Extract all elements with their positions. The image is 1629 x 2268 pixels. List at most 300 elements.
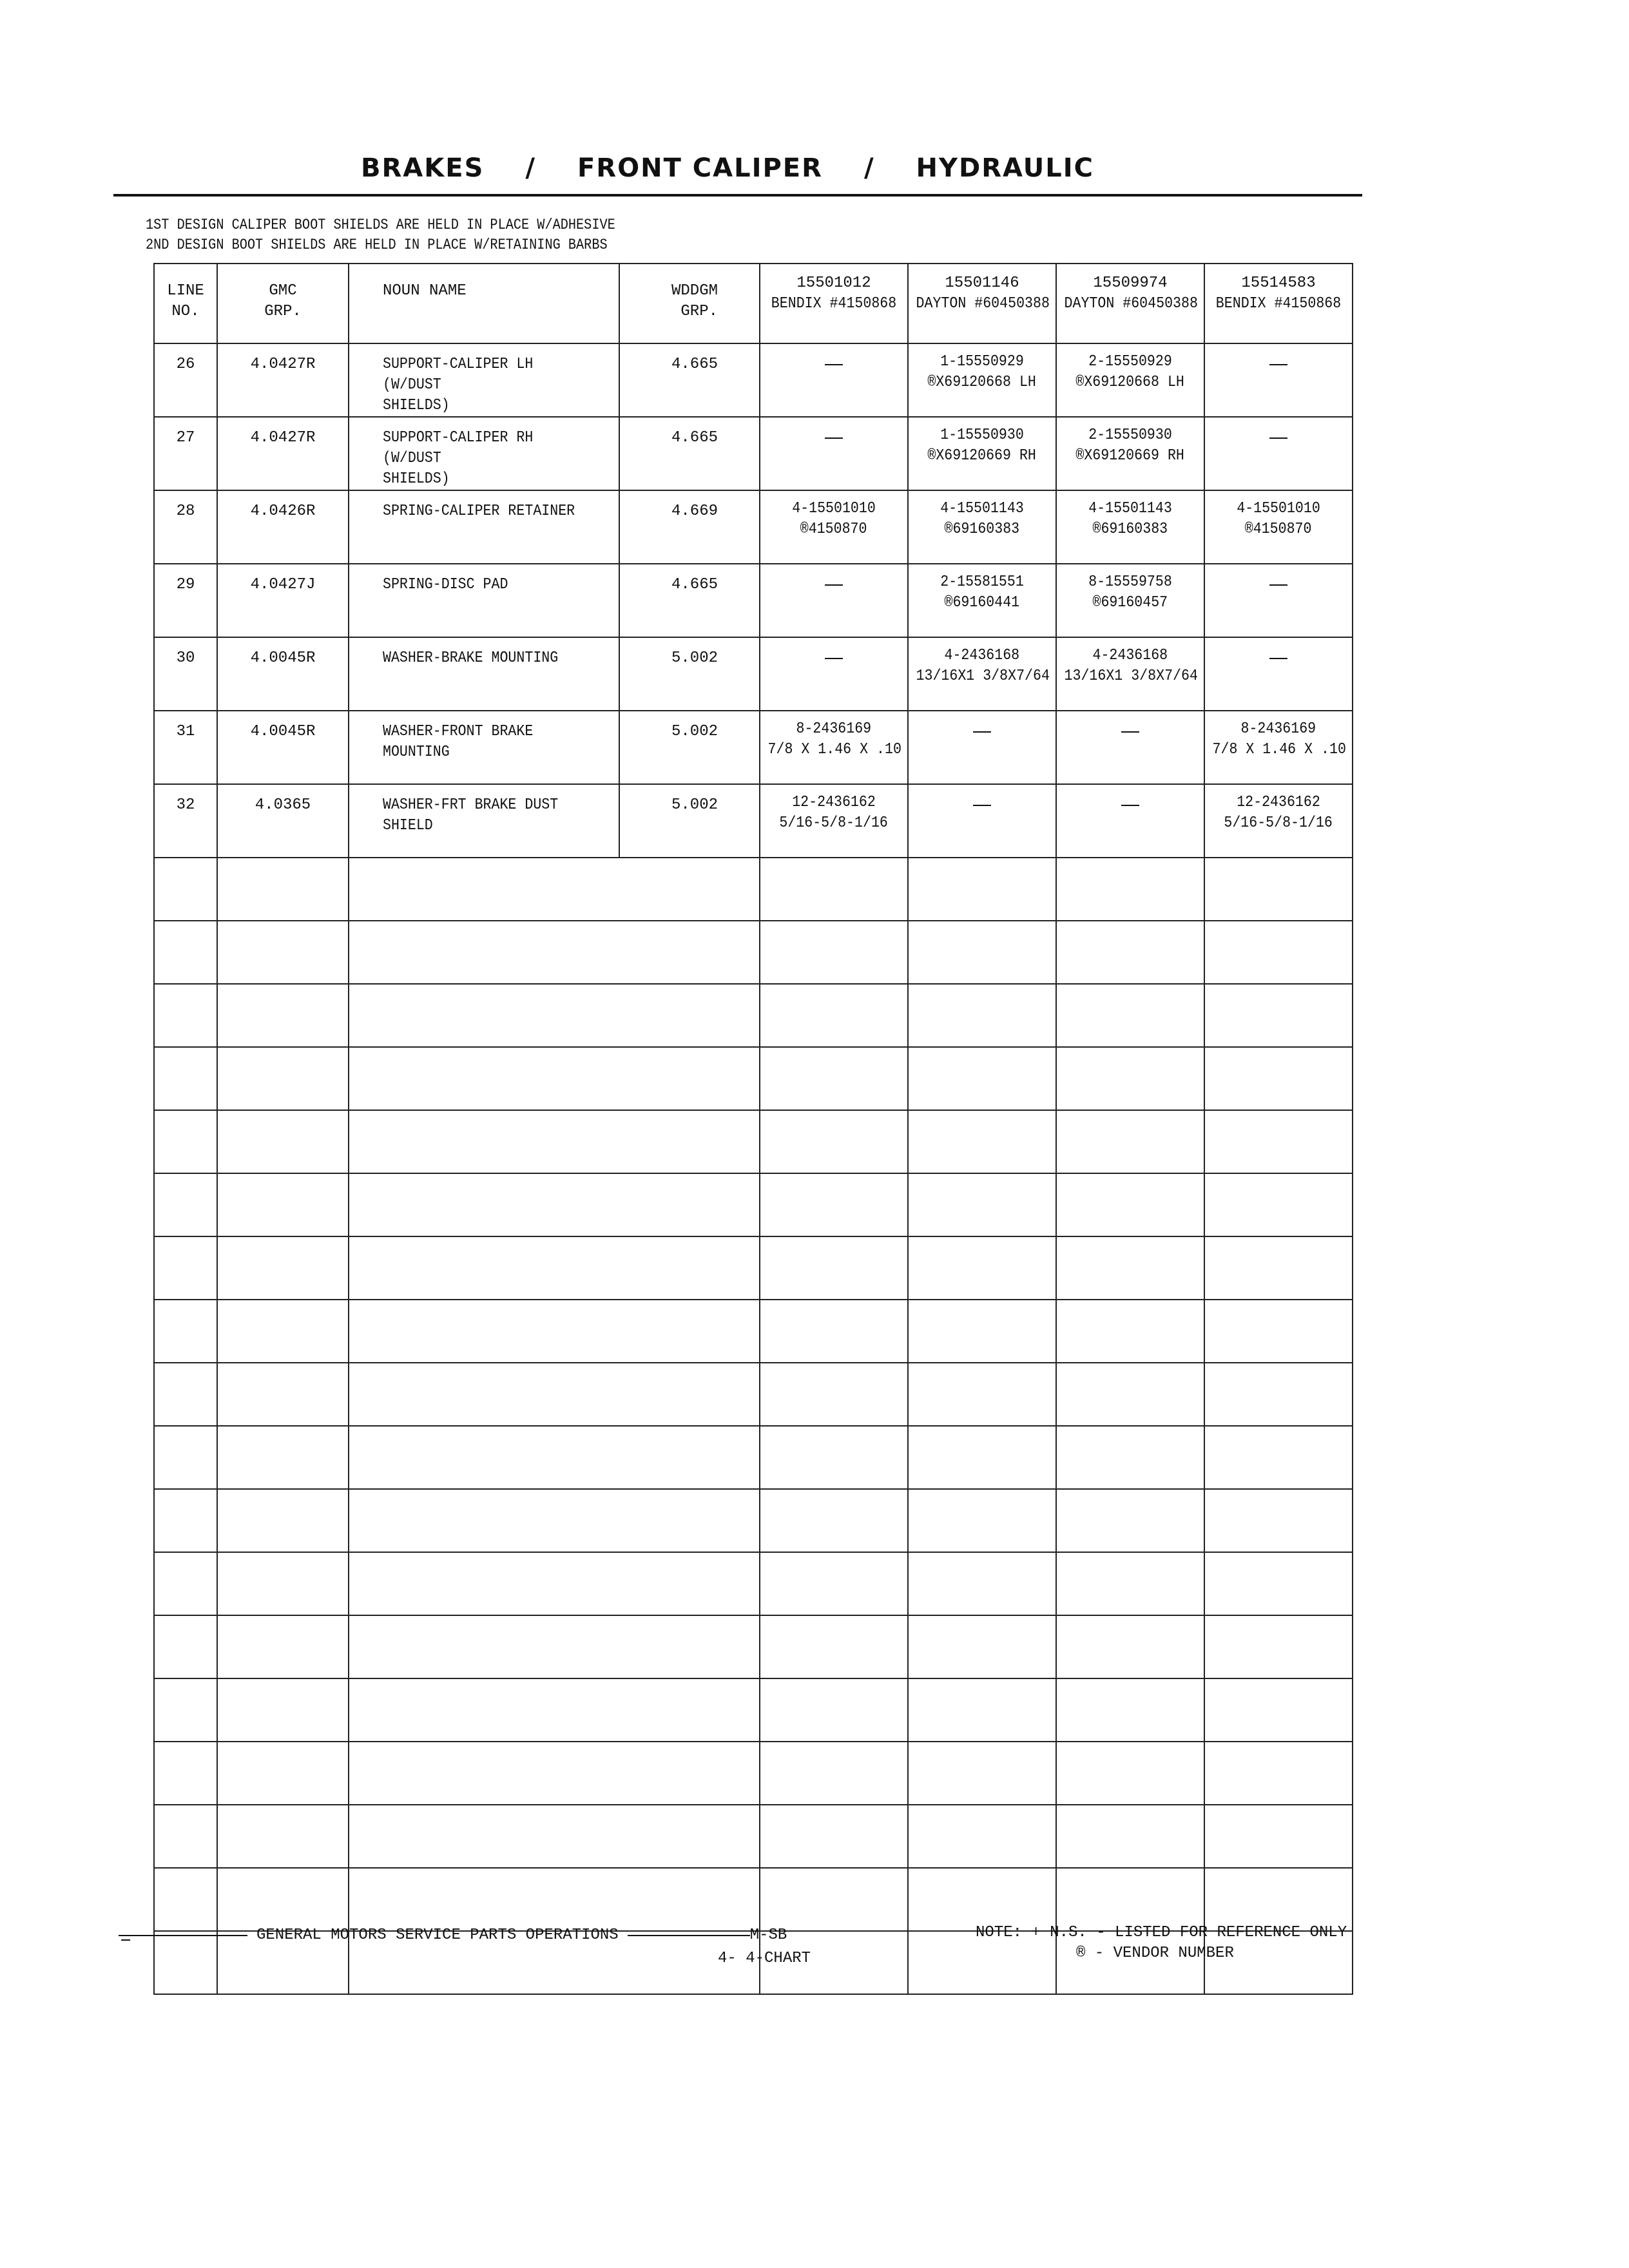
part-column-2-cell-text: ®69160441 bbox=[944, 594, 1020, 611]
wddgm-group-cell-text: 4.669 bbox=[671, 503, 718, 520]
empty-cell bbox=[619, 1615, 760, 1678]
header-part-15514583 bbox=[1204, 264, 1353, 343]
empty-table-row bbox=[154, 1110, 1353, 1173]
empty-cell bbox=[760, 1868, 908, 1931]
title-separator: / bbox=[525, 153, 536, 183]
empty-cell bbox=[154, 1047, 217, 1110]
part-column-3-cell bbox=[1056, 711, 1204, 784]
empty-cell bbox=[1056, 1805, 1204, 1868]
empty-cell bbox=[1204, 1300, 1353, 1363]
part-column-4-cell bbox=[1204, 417, 1353, 490]
empty-cell bbox=[760, 921, 908, 984]
gmc-group-cell bbox=[217, 784, 349, 858]
empty-cell bbox=[908, 1173, 1056, 1236]
empty-table-row bbox=[154, 1868, 1353, 1931]
title-underline bbox=[113, 194, 1362, 197]
header-gmc-grp bbox=[217, 264, 349, 343]
header-wddgm-grp bbox=[619, 264, 760, 343]
noun-name-cell-text: SHIELDS) bbox=[383, 397, 450, 414]
empty-cell bbox=[619, 1678, 760, 1742]
empty-cell bbox=[217, 1236, 349, 1300]
noun-name-cell-text: WASHER-FRT BRAKE DUST SHIELD bbox=[383, 796, 559, 834]
table-row bbox=[154, 417, 1353, 490]
gmc-group-cell bbox=[217, 637, 349, 711]
header-grp-label: GRP. bbox=[264, 303, 302, 320]
empty-cell bbox=[349, 1173, 619, 1236]
gmc-group-cell-text: 4.0426R bbox=[250, 503, 316, 520]
header-part-number: 15501146 bbox=[945, 274, 1019, 292]
wddgm-group-cell bbox=[619, 784, 760, 858]
part-column-1-cell bbox=[760, 711, 908, 784]
empty-cell bbox=[1056, 1742, 1204, 1805]
empty-cell bbox=[619, 858, 760, 921]
part-column-2-cell-text: ®69160383 bbox=[944, 521, 1020, 538]
part-column-2-cell-text: 2-15581551 bbox=[940, 573, 1024, 591]
empty-cell bbox=[154, 1615, 217, 1678]
empty-cell bbox=[619, 1110, 760, 1173]
empty-cell bbox=[908, 1110, 1056, 1173]
part-column-3-cell bbox=[1056, 343, 1204, 417]
note-first-design: 1ST DESIGN CALIPER BOOT SHIELDS ARE HELD IN PLACE W/ADHESIVE bbox=[146, 216, 615, 233]
empty-cell bbox=[349, 1300, 619, 1363]
header-part-number: 15501012 bbox=[796, 274, 871, 292]
empty-cell bbox=[349, 1552, 619, 1615]
part-column-1-cell-text: 4-15501010 bbox=[792, 500, 876, 517]
part-column-3-cell bbox=[1056, 417, 1204, 490]
table-row bbox=[154, 711, 1353, 784]
empty-cell bbox=[619, 1489, 760, 1552]
part-column-2-cell bbox=[908, 564, 1056, 637]
footer-left bbox=[119, 1927, 787, 1944]
table-header-row bbox=[154, 264, 1353, 343]
empty-cell bbox=[217, 858, 349, 921]
empty-cell bbox=[619, 984, 760, 1047]
empty-cell bbox=[1204, 1805, 1353, 1868]
noun-name-cell-text: SUPPORT-CALIPER RH (W/DUST bbox=[383, 429, 534, 467]
empty-table-row bbox=[154, 984, 1353, 1047]
part-column-4-cell bbox=[1204, 784, 1353, 858]
empty-cell bbox=[217, 1678, 349, 1742]
empty-cell bbox=[349, 984, 619, 1047]
empty-cell bbox=[1204, 1363, 1353, 1426]
header-line-label: LINE bbox=[167, 282, 204, 300]
empty-cell bbox=[760, 1110, 908, 1173]
part-column-3-cell bbox=[1056, 784, 1204, 858]
empty-cell bbox=[760, 984, 908, 1047]
footer-note-vendor: ® - VENDOR NUMBER bbox=[1076, 1945, 1234, 1962]
footer-publisher: GENERAL MOTORS SERVICE PARTS OPERATIONS bbox=[256, 1927, 619, 1944]
footer-note-ns: NOTE: + N.S. - LISTED FOR REFERENCE ONLY bbox=[976, 1924, 1347, 1941]
empty-cell bbox=[349, 1047, 619, 1110]
empty-cell bbox=[908, 1742, 1056, 1805]
empty-cell bbox=[349, 1426, 619, 1489]
empty-cell bbox=[217, 1300, 349, 1363]
part-column-1-cell bbox=[760, 490, 908, 564]
wddgm-group-cell bbox=[619, 343, 760, 417]
table-row bbox=[154, 784, 1353, 858]
empty-cell bbox=[619, 1047, 760, 1110]
not-applicable-dash bbox=[1269, 364, 1287, 365]
empty-cell bbox=[349, 1868, 619, 1931]
line-number-cell bbox=[154, 784, 217, 858]
empty-table-row bbox=[154, 1489, 1353, 1552]
line-number-cell-text: 26 bbox=[176, 356, 195, 373]
not-applicable-dash bbox=[825, 437, 843, 439]
empty-table-row bbox=[154, 1552, 1353, 1615]
header-vendor: BENDIX #4150868 bbox=[1215, 295, 1342, 312]
part-column-4-cell bbox=[1204, 564, 1353, 637]
footer-rule-right bbox=[628, 1935, 750, 1936]
part-column-2-cell-text: 1-15550929 bbox=[940, 353, 1024, 370]
empty-table-row bbox=[154, 1236, 1353, 1300]
line-number-cell-text: 32 bbox=[176, 796, 195, 814]
empty-cell bbox=[908, 1868, 1056, 1931]
part-column-4-cell-text: 5/16-5/8-1/16 bbox=[1224, 814, 1333, 832]
footer-page-number: 4- 4-CHART bbox=[718, 1950, 811, 1967]
part-column-1-cell bbox=[760, 637, 908, 711]
header-part-number: 15514583 bbox=[1241, 274, 1316, 292]
empty-cell bbox=[908, 1678, 1056, 1742]
empty-cell bbox=[217, 1047, 349, 1110]
part-column-2-cell-text: 13/16X1 3/8X7/64 bbox=[916, 668, 1050, 685]
empty-cell bbox=[349, 1615, 619, 1678]
gmc-group-cell bbox=[217, 711, 349, 784]
part-column-4-cell bbox=[1204, 343, 1353, 417]
part-column-1-cell bbox=[760, 417, 908, 490]
part-column-3-cell bbox=[1056, 637, 1204, 711]
line-number-cell bbox=[154, 343, 217, 417]
gmc-group-cell-text: 4.0045R bbox=[250, 723, 316, 740]
footer-code: M-SB bbox=[749, 1927, 787, 1944]
part-column-2-cell-text: ®X69120668 LH bbox=[927, 374, 1037, 391]
empty-cell bbox=[760, 1805, 908, 1868]
header-part-15501146 bbox=[908, 264, 1056, 343]
empty-cell bbox=[1204, 1110, 1353, 1173]
empty-cell bbox=[908, 1363, 1056, 1426]
part-column-4-cell-text: 12-2436162 bbox=[1237, 794, 1320, 811]
gmc-group-cell bbox=[217, 417, 349, 490]
gmc-group-cell-text: 4.0045R bbox=[250, 649, 316, 667]
empty-cell bbox=[1056, 1615, 1204, 1678]
empty-table-row bbox=[154, 1805, 1353, 1868]
empty-cell bbox=[154, 984, 217, 1047]
part-column-4-cell-text: 8-2436169 bbox=[1240, 720, 1316, 738]
noun-name-cell-text: WASHER-BRAKE MOUNTING bbox=[383, 649, 559, 667]
empty-cell bbox=[217, 1363, 349, 1426]
empty-cell bbox=[1204, 1678, 1353, 1742]
header-part-number: 15509974 bbox=[1093, 274, 1168, 292]
page-title bbox=[361, 153, 1108, 183]
noun-name-cell bbox=[349, 637, 619, 711]
wddgm-group-cell bbox=[619, 490, 760, 564]
not-applicable-dash bbox=[1121, 805, 1139, 806]
part-column-1-cell-text: ®4150870 bbox=[800, 521, 867, 538]
line-number-cell bbox=[154, 637, 217, 711]
empty-table-row bbox=[154, 1363, 1353, 1426]
part-column-3-cell-text: 2-15550930 bbox=[1088, 427, 1172, 444]
header-wddgm-label: WDDGM bbox=[671, 282, 718, 300]
gmc-group-cell bbox=[217, 343, 349, 417]
part-column-2-cell-text: 4-2436168 bbox=[944, 647, 1020, 664]
part-column-3-cell-text: ®69160457 bbox=[1092, 594, 1168, 611]
header-line-no bbox=[154, 264, 217, 343]
empty-cell bbox=[154, 1868, 217, 1931]
empty-cell bbox=[908, 858, 1056, 921]
line-number-cell-text: 28 bbox=[176, 503, 195, 520]
part-column-2-cell bbox=[908, 784, 1056, 858]
header-no-label: NO. bbox=[171, 303, 200, 320]
empty-cell bbox=[217, 1805, 349, 1868]
empty-cell bbox=[217, 1552, 349, 1615]
not-applicable-dash bbox=[825, 658, 843, 659]
empty-cell bbox=[154, 1236, 217, 1300]
noun-name-cell bbox=[349, 417, 619, 490]
empty-cell bbox=[908, 1300, 1056, 1363]
empty-cell bbox=[1204, 1615, 1353, 1678]
empty-cell bbox=[1056, 1489, 1204, 1552]
empty-cell bbox=[908, 1426, 1056, 1489]
line-number-cell bbox=[154, 490, 217, 564]
part-column-3-cell-text: 4-15501143 bbox=[1088, 500, 1172, 517]
note-second-design: 2ND DESIGN BOOT SHIELDS ARE HELD IN PLACE W/RETAINING BARBS bbox=[146, 236, 608, 253]
part-column-4-cell bbox=[1204, 711, 1353, 784]
empty-cell bbox=[1056, 1426, 1204, 1489]
empty-cell bbox=[908, 1236, 1056, 1300]
noun-name-cell-text: WASHER-FRONT BRAKE MOUNTING bbox=[383, 723, 534, 761]
empty-cell bbox=[349, 1363, 619, 1426]
part-column-1-cell-text: 5/16-5/8-1/16 bbox=[779, 814, 889, 832]
empty-cell bbox=[217, 1489, 349, 1552]
empty-cell bbox=[619, 1426, 760, 1489]
part-column-3-cell-text: ®X69120668 LH bbox=[1075, 374, 1185, 391]
empty-cell bbox=[154, 1173, 217, 1236]
empty-cell bbox=[619, 1552, 760, 1615]
wddgm-group-cell bbox=[619, 637, 760, 711]
empty-cell bbox=[217, 921, 349, 984]
gmc-group-cell bbox=[217, 564, 349, 637]
empty-cell bbox=[1056, 1678, 1204, 1742]
part-column-3-cell-text: ®X69120669 RH bbox=[1075, 447, 1185, 465]
part-column-1-cell bbox=[760, 343, 908, 417]
gmc-group-cell-text: 4.0427J bbox=[250, 576, 316, 593]
part-column-3-cell-text: 2-15550929 bbox=[1088, 353, 1172, 370]
design-notes bbox=[146, 215, 615, 255]
empty-cell bbox=[217, 1742, 349, 1805]
wddgm-group-cell-text: 4.665 bbox=[671, 576, 718, 593]
part-column-2-cell-text: 1-15550930 bbox=[940, 427, 1024, 444]
gmc-group-cell-text: 4.0427R bbox=[250, 429, 316, 447]
table-row bbox=[154, 564, 1353, 637]
empty-cell bbox=[349, 1742, 619, 1805]
empty-cell bbox=[619, 1805, 760, 1868]
empty-cell bbox=[154, 1363, 217, 1426]
part-column-1-cell bbox=[760, 564, 908, 637]
empty-cell bbox=[619, 921, 760, 984]
part-column-4-cell bbox=[1204, 637, 1353, 711]
noun-name-cell bbox=[349, 490, 619, 564]
not-applicable-dash bbox=[973, 805, 991, 806]
empty-cell bbox=[154, 1805, 217, 1868]
empty-cell bbox=[1056, 1236, 1204, 1300]
header-noun-name: NOUN NAME bbox=[349, 264, 619, 343]
empty-cell bbox=[154, 1300, 217, 1363]
not-applicable-dash bbox=[1269, 437, 1287, 439]
wddgm-group-cell-text: 4.665 bbox=[671, 429, 718, 447]
title-hydraulic: HYDRAULIC bbox=[916, 153, 1094, 183]
empty-cell bbox=[1056, 1363, 1204, 1426]
empty-cell bbox=[908, 1047, 1056, 1110]
part-column-3-cell bbox=[1056, 490, 1204, 564]
table-row bbox=[154, 343, 1353, 417]
empty-cell bbox=[349, 1110, 619, 1173]
empty-cell bbox=[349, 921, 619, 984]
empty-cell bbox=[908, 1615, 1056, 1678]
part-column-3-cell-text: 13/16X1 3/8X7/64 bbox=[1064, 668, 1198, 685]
empty-cell bbox=[619, 1742, 760, 1805]
empty-cell bbox=[760, 1300, 908, 1363]
part-column-2-cell bbox=[908, 637, 1056, 711]
empty-table-row bbox=[154, 1678, 1353, 1742]
wddgm-group-cell bbox=[619, 417, 760, 490]
empty-cell bbox=[1056, 1047, 1204, 1110]
empty-table-row bbox=[154, 1047, 1353, 1110]
empty-cell bbox=[217, 984, 349, 1047]
not-applicable-dash bbox=[825, 584, 843, 586]
not-applicable-dash bbox=[1269, 584, 1287, 586]
line-number-cell bbox=[154, 417, 217, 490]
empty-cell bbox=[760, 1615, 908, 1678]
empty-cell bbox=[217, 1868, 349, 1931]
empty-cell bbox=[1204, 1236, 1353, 1300]
wddgm-group-cell-text: 5.002 bbox=[671, 649, 718, 667]
empty-cell bbox=[217, 1426, 349, 1489]
part-column-2-cell bbox=[908, 490, 1056, 564]
empty-cell bbox=[908, 1489, 1056, 1552]
empty-cell bbox=[760, 1678, 908, 1742]
part-column-2-cell-text: 4-15501143 bbox=[940, 500, 1024, 517]
table-row bbox=[154, 637, 1353, 711]
empty-cell bbox=[760, 1173, 908, 1236]
empty-cell bbox=[154, 1489, 217, 1552]
wddgm-group-cell bbox=[619, 564, 760, 637]
empty-cell bbox=[1204, 1742, 1353, 1805]
empty-cell bbox=[619, 1173, 760, 1236]
parts-chart-table bbox=[153, 263, 1353, 1995]
header-vendor: DAYTON #60450388 bbox=[1064, 295, 1198, 312]
noun-name-cell bbox=[349, 711, 619, 784]
part-column-2-cell bbox=[908, 711, 1056, 784]
empty-cell bbox=[349, 1805, 619, 1868]
not-applicable-dash bbox=[825, 364, 843, 365]
line-number-cell-text: 29 bbox=[176, 576, 195, 593]
empty-cell bbox=[1204, 1047, 1353, 1110]
not-applicable-dash bbox=[973, 731, 991, 733]
noun-name-cell bbox=[349, 343, 619, 417]
title-brakes: BRAKES bbox=[361, 153, 485, 183]
empty-cell bbox=[760, 1426, 908, 1489]
empty-cell bbox=[1204, 858, 1353, 921]
wddgm-group-cell-text: 5.002 bbox=[671, 723, 718, 740]
part-column-4-cell-text: 4-15501010 bbox=[1237, 500, 1320, 517]
wddgm-group-cell-text: 5.002 bbox=[671, 796, 718, 814]
empty-table-row bbox=[154, 1426, 1353, 1489]
part-column-2-cell bbox=[908, 417, 1056, 490]
line-number-cell-text: 31 bbox=[176, 723, 195, 740]
empty-cell bbox=[349, 1489, 619, 1552]
empty-cell bbox=[154, 1552, 217, 1615]
empty-cell bbox=[1056, 1300, 1204, 1363]
line-number-cell bbox=[154, 711, 217, 784]
part-column-1-cell bbox=[760, 784, 908, 858]
line-number-cell-text: 30 bbox=[176, 649, 195, 667]
header-gmc-label: GMC bbox=[269, 282, 297, 300]
part-column-1-cell-text: 12-2436162 bbox=[792, 794, 876, 811]
table-body bbox=[154, 343, 1353, 1994]
empty-cell bbox=[1056, 1173, 1204, 1236]
header-part-15501012 bbox=[760, 264, 908, 343]
empty-cell bbox=[760, 1742, 908, 1805]
table-row bbox=[154, 490, 1353, 564]
empty-cell bbox=[908, 1805, 1056, 1868]
empty-cell bbox=[908, 984, 1056, 1047]
part-column-4-cell bbox=[1204, 490, 1353, 564]
noun-name-cell-text: SPRING-CALIPER RETAINER bbox=[383, 503, 575, 520]
gmc-group-cell bbox=[217, 490, 349, 564]
empty-cell bbox=[619, 1363, 760, 1426]
part-column-1-cell-text: 8-2436169 bbox=[796, 720, 872, 738]
empty-cell bbox=[1204, 1868, 1353, 1931]
gmc-group-cell-text: 4.0427R bbox=[250, 356, 316, 373]
empty-cell bbox=[349, 1236, 619, 1300]
header-vendor: DAYTON #60450388 bbox=[916, 295, 1050, 312]
noun-name-cell-text: SPRING-DISC PAD bbox=[383, 576, 508, 593]
part-column-3-cell-text: 8-15559758 bbox=[1088, 573, 1172, 591]
empty-cell bbox=[619, 1300, 760, 1363]
empty-cell bbox=[1056, 921, 1204, 984]
part-column-3-cell-text: 4-2436168 bbox=[1092, 647, 1168, 664]
empty-cell bbox=[1204, 984, 1353, 1047]
empty-cell bbox=[217, 1173, 349, 1236]
part-column-1-cell-text: 7/8 X 1.46 X .10 bbox=[767, 741, 901, 758]
gmc-group-cell-text: 4.0365 bbox=[255, 796, 311, 814]
noun-name-cell bbox=[349, 784, 619, 858]
empty-cell bbox=[760, 1489, 908, 1552]
empty-cell bbox=[154, 921, 217, 984]
wddgm-group-cell bbox=[619, 711, 760, 784]
empty-cell bbox=[760, 1047, 908, 1110]
empty-cell bbox=[154, 1426, 217, 1489]
empty-cell bbox=[1056, 984, 1204, 1047]
empty-table-row bbox=[154, 1173, 1353, 1236]
empty-cell bbox=[1056, 1552, 1204, 1615]
empty-cell bbox=[1056, 858, 1204, 921]
empty-table-row bbox=[154, 1300, 1353, 1363]
part-column-3-cell-text: ®69160383 bbox=[1092, 521, 1168, 538]
empty-cell bbox=[619, 1236, 760, 1300]
empty-cell bbox=[1204, 1489, 1353, 1552]
empty-table-row bbox=[154, 1615, 1353, 1678]
part-column-3-cell bbox=[1056, 564, 1204, 637]
empty-cell bbox=[1056, 1110, 1204, 1173]
empty-table-row bbox=[154, 1742, 1353, 1805]
empty-cell bbox=[619, 1868, 760, 1931]
empty-cell bbox=[760, 858, 908, 921]
empty-table-row bbox=[154, 921, 1353, 984]
line-number-cell bbox=[154, 564, 217, 637]
noun-name-cell-text: SUPPORT-CALIPER LH (W/DUST bbox=[383, 356, 534, 394]
empty-cell bbox=[349, 858, 619, 921]
empty-cell bbox=[760, 1236, 908, 1300]
